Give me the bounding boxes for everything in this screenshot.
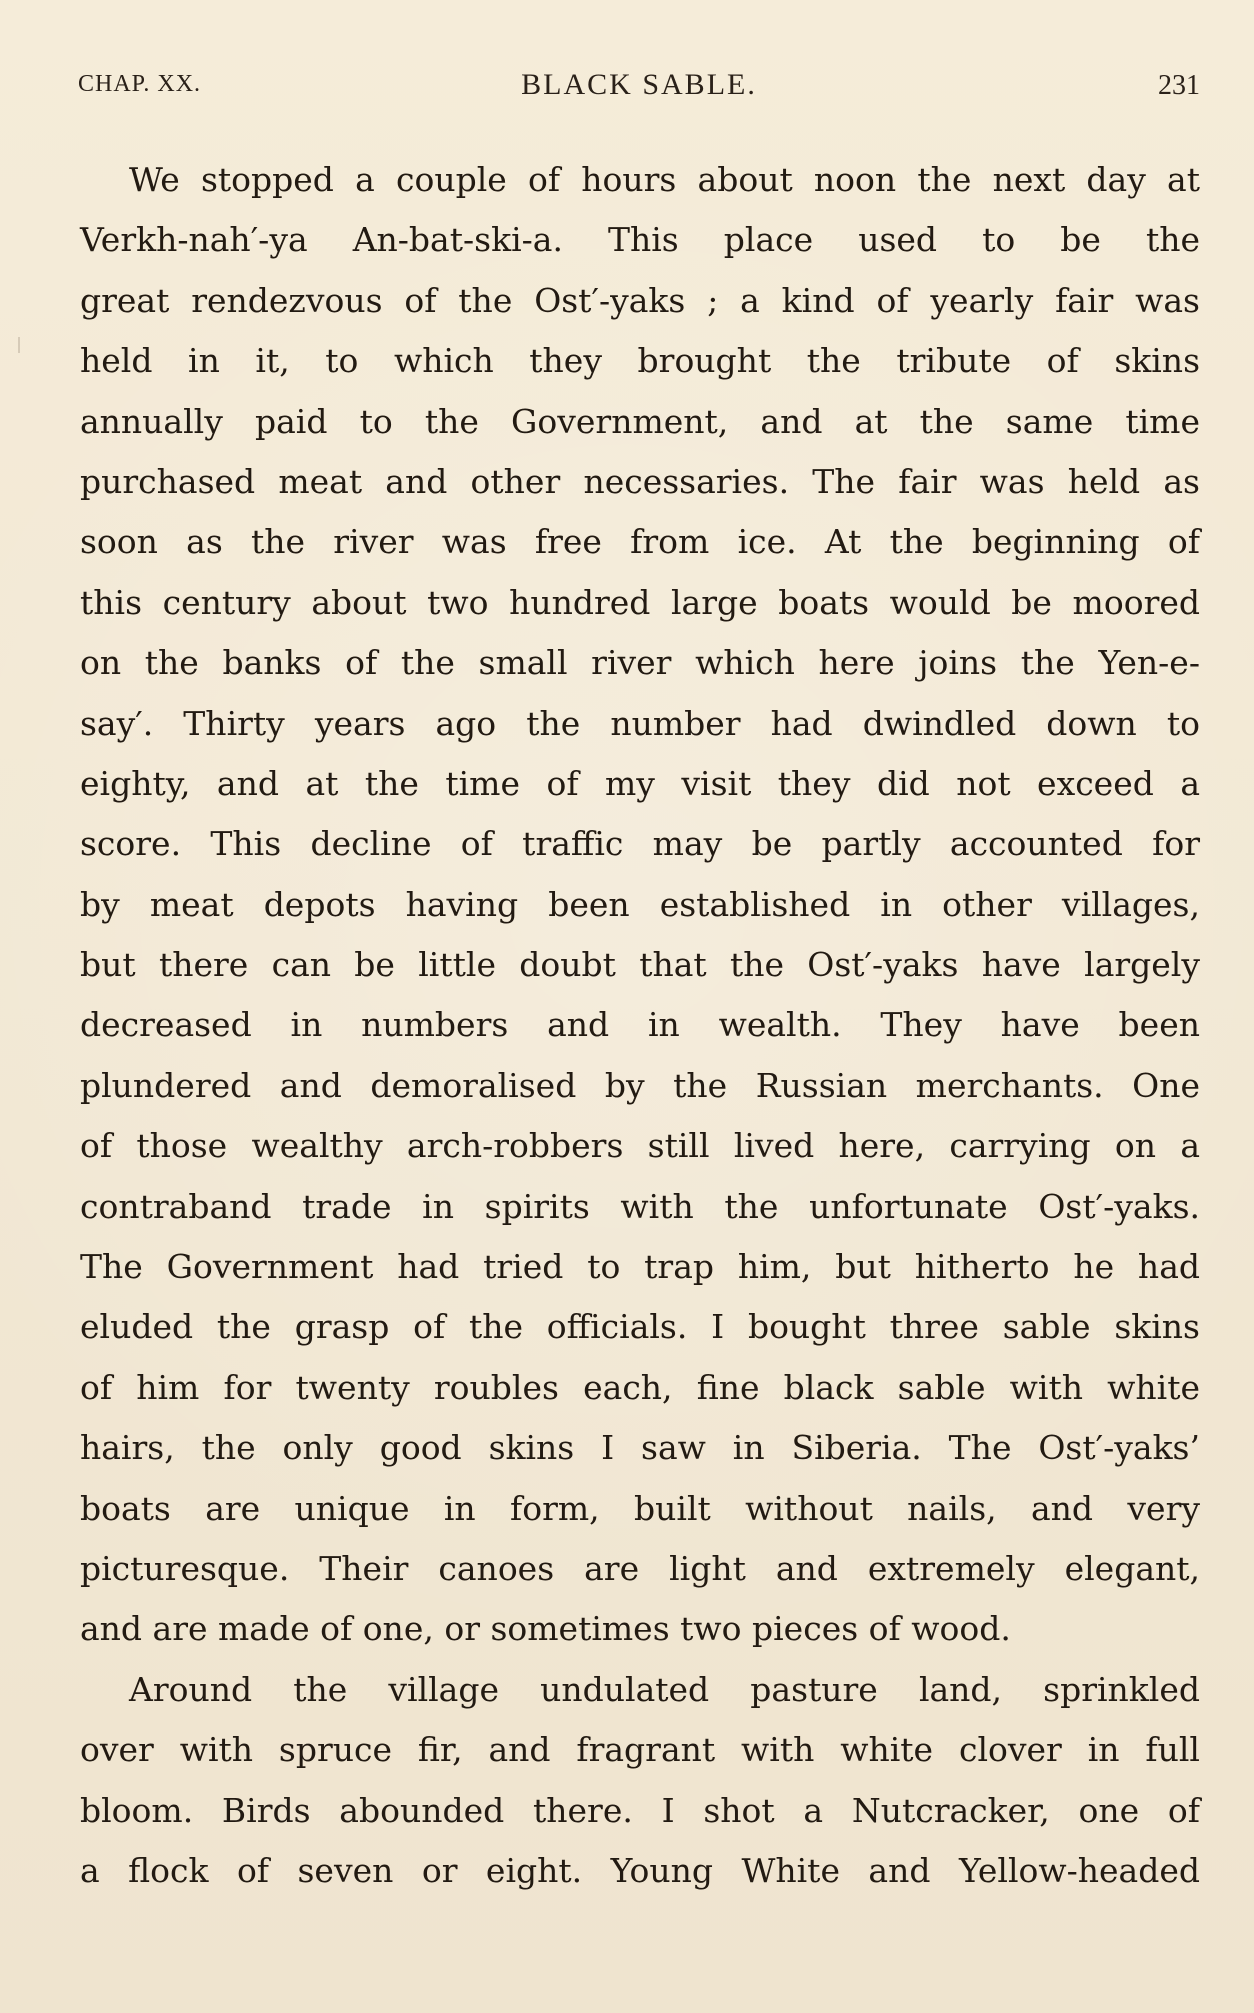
chapter-label: CHAP. XX. — [78, 71, 202, 97]
text-line: Verkh-nah′-ya An-bat-ski-a. This place used to be the — [80, 220, 1200, 260]
text-line: decreased in numbers and in wealth. They have been — [80, 1005, 1200, 1045]
paragraph-1 — [80, 150, 1200, 1660]
text-line: and are made of one, or sometimes two pieces of wood. — [80, 1609, 1011, 1649]
text-line: We stopped a couple of hours about noon the next day at — [129, 160, 1200, 199]
text-line: soon as the river was free from ice. At the beginning of — [80, 522, 1200, 562]
text-line: say′. Thirty years ago the number had dwindled down to — [80, 703, 1200, 743]
text-line: boats are unique in form, built without nails, and very — [80, 1488, 1200, 1528]
text-line: great rendezvous of the Ost′-yaks ; a kind of yearly fair was — [80, 280, 1200, 320]
text-line: but there can be little doubt that the Ost′-yaks have largely — [80, 945, 1200, 985]
text-line: held in it, to which they brought the tribute of skins — [80, 341, 1200, 381]
text-line: bloom. Birds abounded there. I shot a Nutcracker, one of — [80, 1790, 1200, 1830]
text-line: annually paid to the Government, and at the same time — [80, 401, 1200, 441]
text-line: contraband trade in spirits with the unfortunate Ost′-yaks. — [80, 1186, 1200, 1226]
paragraph-2 — [80, 1660, 1200, 1902]
body-text — [80, 150, 1200, 1901]
text-line: The Government had tried to trap him, but hitherto he had — [80, 1247, 1200, 1287]
page-number: 231 — [1158, 70, 1200, 101]
text-line: over with spruce fir, and fragrant with white clover in full — [80, 1730, 1200, 1770]
text-line: on the banks of the small river which here joins the Yen-e- — [80, 643, 1200, 683]
margin-mark — [18, 337, 20, 353]
text-line: of him for twenty roubles each, fine black sable with white — [80, 1367, 1200, 1407]
page-title: BLACK SABLE. — [521, 68, 757, 101]
text-line: plundered and demoralised by the Russian merchants. One — [80, 1065, 1200, 1105]
text-line: of those wealthy arch-robbers still lived here, carrying on a — [80, 1126, 1200, 1166]
text-line: purchased meat and other necessaries. The fair was held as — [80, 461, 1200, 501]
text-line: score. This decline of traffic may be partly accounted for — [80, 824, 1200, 864]
text-line: this century about two hundred large boats would be moored — [80, 582, 1200, 622]
text-line: hairs, the only good skins I saw in Siberia. The Ost′-yaks’ — [80, 1428, 1200, 1468]
text-line: eighty, and at the time of my visit they did not exceed a — [80, 763, 1200, 803]
text-line: picturesque. Their canoes are light and extremely elegant, — [80, 1548, 1200, 1588]
text-line: a flock of seven or eight. Young White and Yellow-headed — [80, 1850, 1200, 1890]
text-line: eluded the grasp of the officials. I bought three sable skins — [80, 1307, 1200, 1347]
running-head — [78, 68, 1200, 108]
text-line: by meat depots having been established in other villages, — [80, 884, 1200, 924]
text-line: Around the village undulated pasture land, sprinkled — [129, 1669, 1200, 1709]
